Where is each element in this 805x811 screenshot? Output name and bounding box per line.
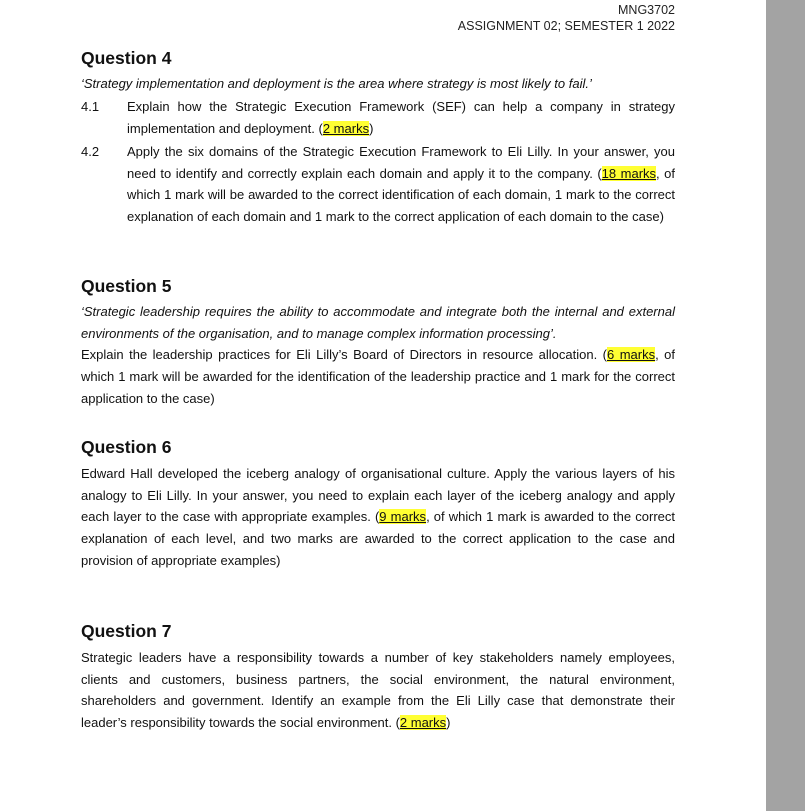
question-4-1-text: [127, 96, 675, 139]
question-7-title: Question 7: [81, 621, 172, 641]
question-6-body: Edward Hall developed the iceberg analogy of organisational culture. Apply the various layers of his analogy to Eli Lilly. In your answer, you need to explain each layer of the iceberg analogy and apply each layer to the case with appropriate examples. (: [81, 466, 675, 525]
question-5-close: , of which 1 mark will be awarded for the identification of the leadership practice and 1 mark for the correct application to the case): [81, 347, 676, 406]
question-5-body: [81, 301, 675, 410]
assignment-header: ASSIGNMENT 02; SEMESTER 1 2022: [457, 19, 675, 33]
question-4-1-number: 4.1: [81, 99, 100, 114]
question-6-marks: 9 marks: [379, 509, 427, 525]
question-4-1-close: ): [369, 120, 374, 136]
question-5-quote: ‘Strategic leadership requires the ability to accommodate and integrate both the internal and external environments of the organisation, and to manage complex information processing’.: [81, 304, 675, 341]
question-7-close: ): [446, 715, 451, 731]
question-4-2-close: , of which 1 mark will be awarded to the correct identification of each domain, 1 mark to the correct explanation of each domain and 1 mark to the correct application of each domain to the case): [127, 165, 675, 225]
question-4-2-number: 4.2: [81, 144, 100, 159]
question-7-text: [81, 647, 675, 734]
question-5-title: Question 5: [81, 276, 172, 296]
question-4-title: Question 4: [81, 48, 172, 68]
question-4-2-marks: 18 marks: [601, 165, 657, 181]
window-gutter: [766, 0, 805, 811]
question-5-marks: 6 marks: [607, 347, 656, 363]
question-6-title: Question 6: [81, 437, 172, 457]
question-6-text: [81, 463, 675, 572]
question-7-body: Strategic leaders have a responsibility towards a number of key stakeholders namely employees, clients and customers, business partners, the social environment, the natural environment, shareholders and government. Identify an example from the Eli Lilly case that demonstrate their leader’s responsibility towards the social environment. (: [81, 650, 675, 731]
question-4-2-text: [127, 141, 675, 228]
question-4-2-body: Apply the six domains of the Strategic Execution Framework to Eli Lilly. In your answer, you need to identify and correctly explain each domain and apply it to the company. (: [127, 144, 675, 181]
question-4-1-body: Explain how the Strategic Execution Framework (SEF) can help a company in strategy implementation and deployment. (: [127, 99, 675, 136]
question-5-text: Explain the leadership practices for Eli Lilly’s Board of Directors in resource allocation. (: [81, 347, 607, 363]
question-4-1-marks: 2 marks: [322, 120, 370, 136]
question-6-close: , of which 1 mark is awarded to the correct explanation of each level, and two marks are awarded to the correct application to the case and provision of appropriate examples): [81, 509, 675, 568]
question-4-quote: ‘Strategy implementation and deployment is the area where strategy is most likely to fail.’: [81, 76, 592, 91]
question-7-marks: 2 marks: [399, 715, 447, 731]
course-code: MNG3702: [618, 3, 675, 17]
